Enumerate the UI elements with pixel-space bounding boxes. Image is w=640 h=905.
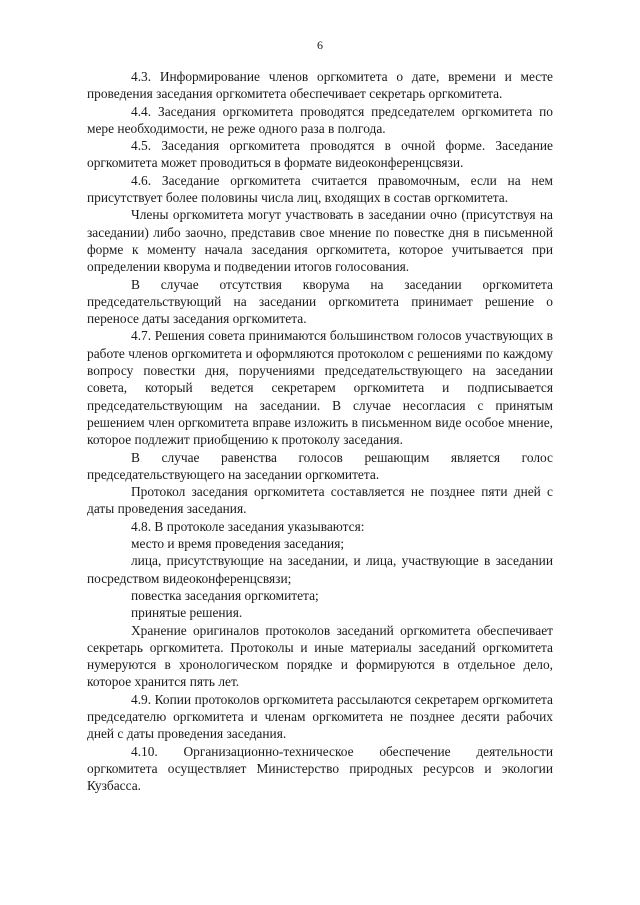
protocol-item-decisions: принятые решения. [131,605,243,621]
document-body [87,68,553,794]
protocol-item-place-time: место и время проведения заседания; [131,536,345,552]
protocol-item-attendees: лица, присутствующие на заседании, и лица, участвующие в заседании посредством видеоконференцсвязи; [87,553,553,586]
page-number: 6 [317,38,323,52]
paragraph-protocol-deadline: Протокол заседания оргкомитета составляется не позднее пяти дней с даты проведения заседания. [87,484,553,517]
paragraph-4-10: 4.10. Организационно-техническое обеспечение деятельности оргкомитета осуществляет Министерство природных ресурсов и экологии Кузбасса. [87,743,553,794]
paragraph-4-3: 4.3. Информирование членов оргкомитета о дате, времени и месте проведения заседания оргкомитета обеспечивает секретарь оргкомитета. [87,69,553,102]
paragraph-4-9: 4.9. Копии протоколов оргкомитета рассылаются секретарем оргкомитета председателю оргкомитета и членам оргкомитета не позднее десяти рабочих дней с даты проведения заседания. [87,691,553,742]
paragraph-members-participation: Члены оргкомитета могут участвовать в заседании очно (присутствуя на заседании) либо заочно, представив свое мнение по повестке дня в письменной форме к моменту начала заседания оргкомитета, которое учитывается при определении кворума и подведении итогов голосования. [87,207,553,275]
paragraph-4-5: 4.5. Заседания оргкомитета проводятся в очной форме. Заседание оргкомитета может проводиться в формате видеоконференцсвязи. [87,138,553,171]
paragraph-4-4: 4.4. Заседания оргкомитета проводятся председателем оргкомитета по мере необходимости, не реже одного раза в полгода. [87,103,553,136]
paragraph-no-quorum: В случае отсутствия кворума на заседании оргкомитета председательствующий на заседании оргкомитета принимает решение о переносе даты заседания оргкомитета. [87,276,553,327]
paragraph-4-6: 4.6. Заседание оргкомитета считается правомочным, если на нем присутствует более половины числа лиц, входящих в состав оргкомитета. [87,172,553,206]
paragraph-4-7: 4.7. Решения совета принимаются большинством голосов участвующих в работе членов оргкомитета и оформляются протоколом с решениями по каждому вопросу повестки дня, поручениями председательствующего на заседании совета, который ведется секретарем оргкомитета и подписывается председательствующим на заседании. В случае несогласия с принятым решением член оргкомитета вправе изложить в письменном виде особое мнение, которое подлежит приобщению к протоколу заседания. [87,328,553,448]
paragraph-4-8: 4.8. В протоколе заседания указываются: [131,518,365,534]
paragraph-equal-votes: В случае равенства голосов решающим является голос председательствующего на заседании оргкомитета. [87,449,553,482]
protocol-item-agenda: повестка заседания оргкомитета; [131,587,319,603]
paragraph-storage: Хранение оригиналов протоколов заседаний оргкомитета обеспечивает секретарь оргкомитета. Протоколы и иные материалы заседаний оргкомитета нумеруются в хронологическом порядке и формируются в отдельное дело, которое хранится пять лет. [87,622,553,690]
